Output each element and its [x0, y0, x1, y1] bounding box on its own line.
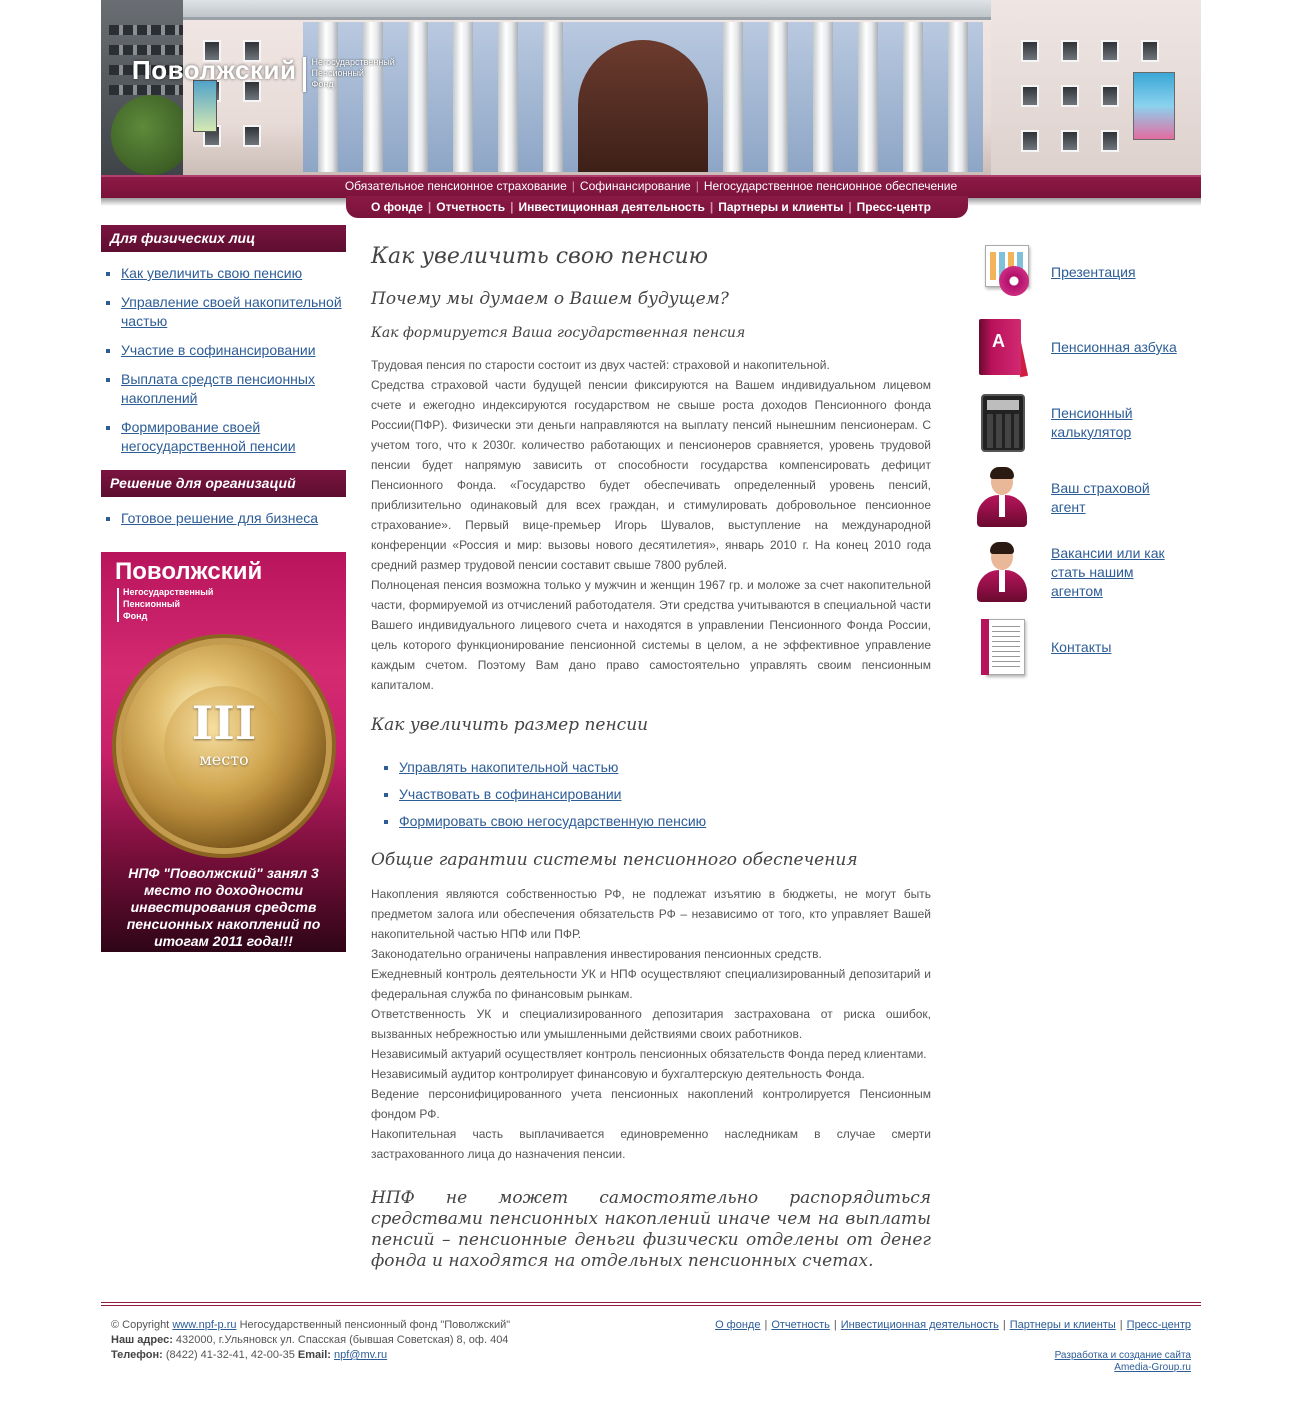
medal-roman-numeral: III [191, 696, 257, 750]
footer-dev-site-link[interactable]: Amedia-Group.ru [1114, 1362, 1191, 1373]
award-logo-divider [117, 588, 119, 622]
right-link-presentation[interactable]: Презентация [1051, 264, 1136, 280]
header-banner [101, 0, 1201, 175]
footer-link-partners[interactable]: Партнеры и клиенты [1009, 1319, 1116, 1331]
main-navigation [101, 175, 1201, 219]
right-item-contacts[interactable] [971, 610, 1201, 685]
logo-subtitle: Негосударственный Пенсионный Фонд [311, 57, 395, 89]
footer-phone: (8422) 41-32-41, 42-00-35 [165, 1349, 295, 1361]
paragraph: Ежедневный контроль деятельности УК и НПФ осуществляют специализированный депозитарий и федеральная служба по финансовым рынкам. [371, 967, 931, 1001]
poster-image [1133, 72, 1175, 140]
footer-divider [101, 1302, 1201, 1306]
footer-copyright-suffix: Негосударственный пенсионный фонд "Поволжский" [239, 1319, 511, 1331]
medal-place-label: место [199, 750, 249, 769]
list-item [399, 786, 931, 803]
left-sidebar [101, 225, 346, 952]
paragraph: Ответственность УК и специализированного депозитария застрахована от риска ошибок, вызванных небрежностью или умышленными действиями своих работников. [371, 1007, 931, 1041]
medal-icon [122, 644, 326, 848]
calculator-icon [971, 392, 1033, 454]
footer-email-link[interactable]: npf@mv.ru [334, 1349, 388, 1361]
sidebar-link-payouts[interactable]: Выплата средств пенсионных накоплений [121, 371, 315, 406]
paragraph: Законодательно ограничены направления инвестирования пенсионных средств. [371, 947, 822, 961]
footer-link-about[interactable]: О фонде [715, 1319, 761, 1331]
footer-site-link[interactable]: www.npf-p.ru [172, 1319, 237, 1331]
book-icon: A [971, 317, 1033, 379]
section-heading-state-pension: Как формируется Ваша государственная пенсия [371, 325, 746, 341]
award-banner[interactable] [101, 552, 346, 952]
list-item [121, 509, 346, 528]
right-link-agent[interactable]: Ваш страховой агент [1051, 479, 1150, 515]
nav-row-primary: Обязательное пенсионное страхование | Софинансирование | Негосударственное пенсионное обеспечение [344, 179, 958, 193]
footer-copyright-prefix: © Copyright [111, 1319, 170, 1331]
sidebar-link-cofinancing[interactable]: Участие в софинансировании [121, 342, 316, 358]
list-item [121, 341, 346, 360]
paragraph: Средства страховой части будущей пенсии фиксируются на Вашем индивидуальном лицевом счете и ежегодно индексируются государством не свыше роста доходов Пенсионного фонда России(ПФР). Физически эти деньги направляются на выплату пенсий нынешним пенсионерам. С учетом того, что к 2030г. количество работающих и пенсионеров сравняется, уровень трудовой пенсии будет напрямую зависить от способности государства компенсировать дефицит Пенсионного Фонда. «Государство будет обеспечивать определенный уровень пенсий, приблизительно одинаковый для всех граждан, и стимулировать добровольное пенсионное страхование». Первый вице-премьер Игорь Шувалов, выступление на международной конференции «Россия и мир: вызовы нового десятилетия», январь 2010 г. На конец 2010 года средний размер трудовой пенсии составит свыше 7800 рублей. [371, 378, 931, 572]
footer-address: 432000, г.Ульяновск ул. Спасская (бывшая Советская) 8, оф. 404 [175, 1334, 509, 1346]
list-item [121, 293, 346, 331]
document-icon [971, 617, 1033, 679]
footer-info [111, 1318, 671, 1363]
paragraph: Накопительная часть выплачивается единовременно наследникам в случае смерти застрахованного лица до назначения пенсии. [371, 1127, 931, 1161]
nav-item-ops[interactable]: Обязательное пенсионное страхование [344, 179, 567, 193]
nav-item-npo[interactable]: Негосударственное пенсионное обеспечение [703, 179, 958, 193]
paragraph: Полноценая пенсия возможна только у мужчин и женщин 1967 гр. и моложе за счет накопительной части, формируемой из отчислений работодателя. Эти средства учитываются в специальной части Вашего индивидуального лицевого счета и находятся в управлении Пенсионного Фонда России, цель которого функционирование пенсионной системы в целом, а не эффективное управление каждым счетом. Поэтому Вам дано право самостоятельно управлять своим пенсионным капиталом. [371, 578, 931, 692]
paragraph: Независимый аудитор контролирует финансовую и бухгалтерскую деятельность Фонда. [371, 1067, 865, 1081]
page-title: Как увеличить свою пенсию [371, 244, 708, 269]
right-item-calculator[interactable] [971, 385, 1201, 460]
sidebar-link-increase-pension[interactable]: Как увеличить свою пенсию [121, 265, 303, 281]
main-content [371, 230, 931, 1272]
link-cofinancing[interactable]: Участвовать в софинансировании [399, 786, 622, 802]
paragraph: Независимый актуарий осуществляет контроль пенсионных обязательств Фонда перед клиентами. [371, 1047, 927, 1061]
award-logo-subtitle: Негосударственный Пенсионный Фонд [123, 587, 214, 621]
nav-item-cofinancing[interactable]: Софинансирование [579, 179, 691, 193]
footer-address-label: Наш адрес: [111, 1334, 173, 1346]
sidebar-heading-organizations: Решение для организаций [101, 470, 346, 497]
right-item-alphabet[interactable] [971, 310, 1201, 385]
site-logo[interactable] [132, 55, 395, 92]
right-link-alphabet[interactable]: Пенсионная азбука [1051, 339, 1177, 355]
sidebar-link-npo[interactable]: Формирование своей негосударственной пенсии [121, 419, 296, 454]
sidebar-list-organizations [101, 509, 346, 528]
award-logo-name: Поволжский [115, 558, 263, 585]
highlight-quote: НПФ не может самостоятельно распорядиться средствами пенсионных накоплений иначе чем на выплаты пенсий – пенсионные деньги физически отделены от денег фонда и находятся на отдельных пенсионных счетах. [371, 1188, 931, 1271]
increase-links-list [371, 759, 931, 830]
list-item [399, 813, 931, 830]
logo-divider [303, 57, 306, 92]
nav-item-about[interactable]: О фонде [371, 200, 423, 214]
footer-link-reports[interactable]: Отчетность [771, 1319, 830, 1331]
footer-email-label: Email: [297, 1349, 331, 1361]
nav-row-secondary: О фонде | Отчетность | Инвестиционная деятельность | Партнеры и клиенты | Пресс-центр [371, 200, 931, 214]
sidebar-list-individuals [101, 264, 346, 456]
award-caption: НПФ "Поволжский" занял 3 место по доходности инвестирования средств пенсионных накоплений по итогам 2011 года!!! [126, 865, 321, 949]
paragraph: Трудовая пенсия по старости состоит из двух частей: страховой и накопительной. [371, 358, 830, 372]
right-sidebar [971, 235, 1201, 685]
list-item [121, 418, 346, 456]
paragraph: Ведение персонифицированного учета пенсионных накоплений контролируется Пенсионным фондом РФ. [371, 1087, 931, 1121]
right-item-agent[interactable] [971, 460, 1201, 535]
presentation-icon [971, 242, 1033, 304]
nav-item-reports[interactable]: Отчетность [436, 200, 506, 214]
footer-nav: О фонде | Отчетность | Инвестиционная деятельность | Партнеры и клиенты | Пресс-центр [715, 1319, 1191, 1331]
sidebar-link-business[interactable]: Готовое решение для бизнеса [121, 510, 319, 526]
right-link-vacancies[interactable]: Вакансии или как стать нашим агентом [1051, 545, 1165, 599]
link-manage-funded[interactable]: Управлять накопительной частью [399, 759, 619, 775]
nav-item-press[interactable]: Пресс-центр [856, 200, 931, 214]
page-wrapper [101, 0, 1201, 1373]
footer-developer [1055, 1350, 1191, 1374]
footer-phone-label: Телефон: [111, 1349, 163, 1361]
section-heading-guarantees: Общие гарантии системы пенсионного обеспечения [371, 850, 858, 870]
sidebar-link-manage-funded[interactable]: Управление своей накопительной частью [121, 294, 342, 329]
nav-item-partners[interactable]: Партнеры и клиенты [718, 200, 844, 214]
nav-item-investment[interactable]: Инвестиционная деятельность [518, 200, 705, 214]
logo-name: Поволжский [132, 55, 297, 85]
paragraph: Накопления являются собственностью РФ, не подлежат изъятию в бюджеты, не могут быть предметом залога или обеспечения обязательств РФ – независимо от того, кто управляет Вашей накопительной частью НПФ или ПФР. [371, 887, 931, 941]
list-item [399, 759, 931, 776]
footer-link-press[interactable]: Пресс-центр [1126, 1319, 1191, 1331]
right-item-presentation[interactable] [971, 235, 1201, 310]
right-link-contacts[interactable]: Контакты [1051, 639, 1112, 655]
list-item [121, 264, 346, 283]
vacancy-agent-icon [971, 542, 1033, 604]
tree-image [111, 95, 191, 175]
page-subtitle: Почему мы думаем о Вашем будущем? [371, 289, 729, 309]
footer-link-investment[interactable]: Инвестиционная деятельность [840, 1319, 999, 1331]
link-npo[interactable]: Формировать свою негосударственную пенсию [399, 813, 707, 829]
footer-dev-link[interactable]: Разработка и создание сайта [1054, 1350, 1191, 1361]
list-item [121, 370, 346, 408]
sidebar-heading-individuals: Для физических лиц [101, 225, 346, 252]
section-heading-increase: Как увеличить размер пенсии [371, 715, 649, 735]
agent-icon [971, 467, 1033, 529]
right-link-calculator[interactable]: Пенсионный калькулятор [1051, 404, 1133, 440]
right-item-vacancies[interactable] [971, 535, 1201, 610]
